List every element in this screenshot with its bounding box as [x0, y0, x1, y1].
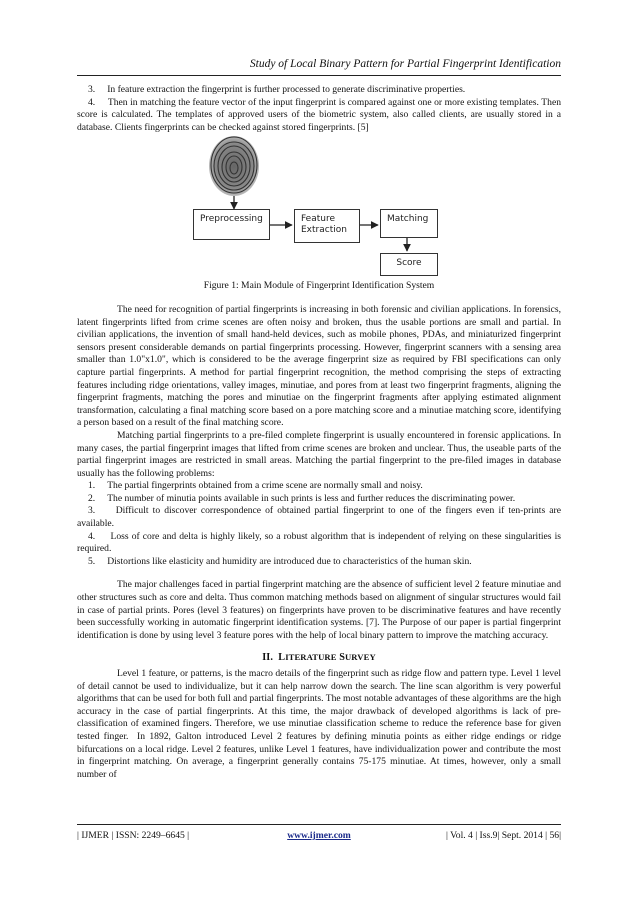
- header-rule: [77, 75, 561, 76]
- problem-item-3: 3. Difficult to discover correspondence of obtained partial fingerprint to one of the fingers even if ten-prints are available.: [77, 505, 561, 530]
- score-box: Score: [380, 253, 438, 276]
- intro-list-item-3: 3. In feature extraction the fingerprint is further processed to generate discriminative properties.: [88, 84, 466, 95]
- running-title: Study of Local Binary Pattern for Partial Fingerprint Identification: [249, 58, 561, 70]
- feature-extraction-box: Feature Extraction: [294, 209, 360, 243]
- figure-caption: Figure 1: Main Module of Fingerprint Identification System: [203, 280, 435, 292]
- paragraph-matching-problems: Matching partial fingerprints to a pre-filed complete fingerprint is usually encountered in forensic applications. In many cases, the partial fingerprint images that lifted from crime scenes are broken and unclear. Thus, the useable parts of the partial fingerprint images are restricted in small areas. Matching the partial fingerprint to the pre-filed images in database usually has the following problems:: [77, 429, 561, 479]
- body-text: [77, 84, 561, 781]
- problem-item-2: 2. The number of minutia points available in such prints is less and further reduces the discriminating power.: [88, 492, 516, 504]
- preprocessing-box: Preprocessing: [193, 209, 270, 240]
- matching-box: Matching: [380, 209, 438, 238]
- fingerprint-image: [209, 136, 259, 196]
- footer-rule: [77, 824, 561, 825]
- footer-volume-page: | Vol. 4 | Iss.9| Sept. 2014 | 56|: [445, 830, 561, 841]
- problem-item-1: 1. The partial fingerprints obtained from a crime scene are normally small and noisy.: [88, 480, 423, 492]
- section-number: II.: [262, 652, 273, 664]
- diagram-connectors: [77, 134, 561, 277]
- paragraph-partial-recognition: The need for recognition of partial fingerprints is increasing in both forensic and civilian applications. In forensics, latent fingerprints lifted from crime scenes are often noisy and broken, thus the usable portions are small and partial. In civilian applications, the invention of small hand-held devices, such as mobile phones, PDAs, and miniaturized fingerprint sensors present considerable demands on partial fingerprints processing. However, fingerprint scanners with a sensing area smaller than 1.0"x1.0", which is considered to be the average fingerprint size as required by FBI specifications can only capture partial fingerprints. A method for partial fingerprint recognition, the method comprising the steps of extracting features including ridge orientations, valley images, minutiae, and pores from at least two fingerprint fragments, aligning the fingerprint fragments, matching the pores and minutiae on the fingerprint fragments after applying estimated alignment transformation, calculating a final matching score based on a pore matching score and a minutiae matching score, identifying a person based on a result of the final matching score.: [77, 303, 561, 429]
- problem-item-4: 4. Loss of core and delta is highly likely, so a robust algorithm that is independent of relying on these singularities is required.: [77, 530, 561, 555]
- footer-website-link[interactable]: www.ijmer.com: [287, 830, 351, 841]
- section-heading-literature-survey: II. LITERATURE SURVEY: [262, 652, 376, 664]
- problem-item-5: 5. Distortions like elasticity and humidity are introduced due to characteristics of the human skin.: [88, 555, 472, 567]
- paragraph-level-features: Level 1 feature, or patterns, is the macro details of the fingerprint such as ridge flow and pattern type. Level 1 level of detail cannot be used to individualize, but it can help narrow down the search. The line scan algorithm is very powerful algorithms that can be used for both full and partial fingerprints. The most notable advantages of these algorithms are the high accuracy in the case of partial fingerprints. At this time, the major drawback of developed algorithms is lack of pre-classification of examined fingers. Therefore, we use minutiae classification scheme to reduce the reference base for given tested finger. In 1892, Galton introduced Level 2 features by defining minutia points as either ridge endings or ridge bifurcations on a local ridge. Level 2 features, unlike Level 1 features, have individualization power and contribute the most in fingerprint matching. On average, a fingerprint generally contains 75-175 minutiae. At times, however, only a small number of: [77, 668, 561, 780]
- intro-list-item-4: 4. Then in matching the feature vector of the input fingerprint is compared against one or more existing templates. Then score is calculated. The templates of approved users of the biometric system, also called clients, are usually stored in a database. Clients fingerprints can be checked against stored fingerprints. [5]: [77, 96, 561, 133]
- paragraph-major-challenges: The major challenges faced in partial fingerprint matching are the absence of sufficient level 2 feature minutiae and other structures such as core and delta. Thus common matching methods based on alignment of singular structures would fail in case of partial prints. Pores (level 3 features) on fingerprints have proven to be discriminative features and have recently been successfully working in automatic fingerprint identification systems. [7]. The Purpose of our paper is partial fingerprint identification is done by using level 3 feature pores with the help of local binary pattern to improve the matching accuracy.: [77, 579, 561, 641]
- figure-1: [77, 134, 561, 277]
- footer-journal-issn: | IJMER | ISSN: 2249–6645 |: [77, 830, 190, 841]
- paragraph-gap: [77, 568, 561, 579]
